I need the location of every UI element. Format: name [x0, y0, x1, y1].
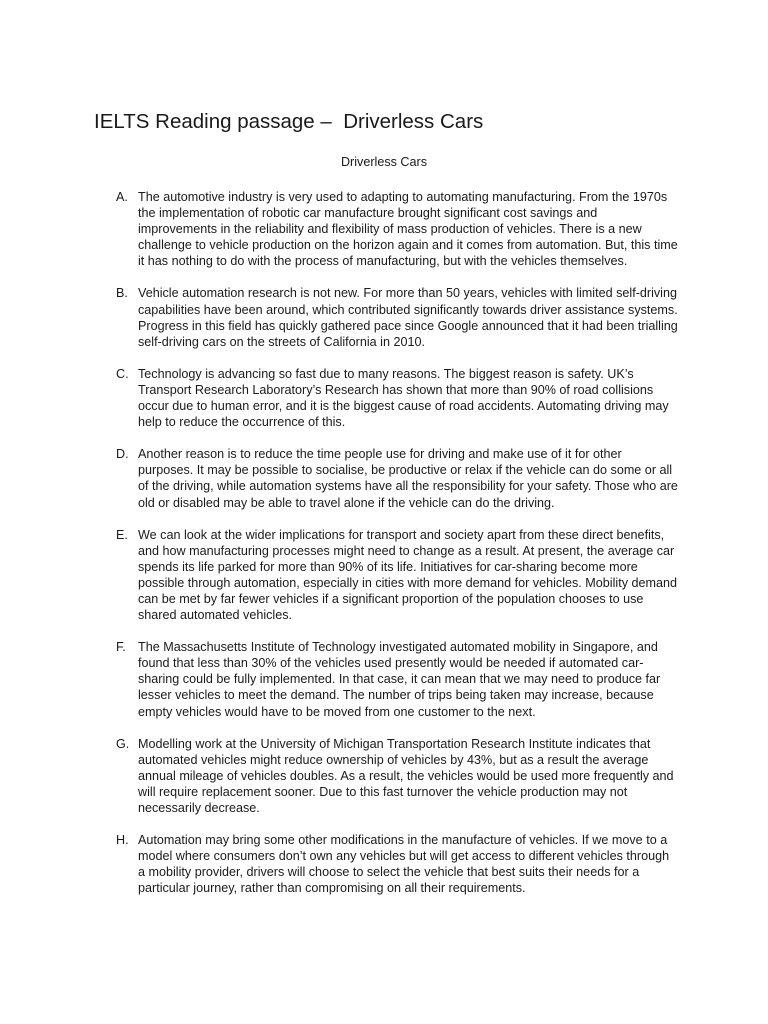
- paragraph-text: We can look at the wider implications for transport and society apart from these direct benefits, and how manufacturing processes might need to change as a result. At present, the average car spends its life parked for more than 90% of its life. Initiatives for car-sharing become more possible through automation, especially in cities with more demand for vehicles. Mobility demand can be met by far fewer vehicles if a significant proportion of the population chooses to use shared automated vehicles.: [138, 527, 678, 623]
- paragraph-text: Automation may bring some other modifications in the manufacture of vehicles. If we move to a model where consumers don’t own any vehicles but will get access to different vehicles through a mobility provider, drivers will choose to select the vehicle that best suits their needs for a particular journey, rather than compromising on all their requirements.: [138, 833, 670, 896]
- paragraph-list: [116, 189, 678, 912]
- passage-heading-text: Driverless Cars: [340, 155, 428, 169]
- paragraph-a: [116, 189, 678, 269]
- paragraph-letter: H.: [116, 833, 129, 848]
- passage-heading: [0, 153, 768, 171]
- paragraph-letter: F.: [116, 640, 126, 655]
- paragraph-text: Vehicle automation research is not new. For more than 50 years, vehicles with limited self-driving capabilities have been around, which contributed significantly towards driver assistance systems. Progress in this field has quickly gathered pace since Google announced that it had been trialling self-driving cars on the streets of California in 2010.: [138, 286, 678, 349]
- paragraph-c: [116, 366, 678, 430]
- paragraph-h: [116, 832, 678, 896]
- paragraph-text: Technology is advancing so fast due to many reasons. The biggest reason is safety. UK’s Transport Research Laboratory’s Research has shown that more than 90% of road collisions occur due to human error, and it is the biggest cause of road accidents. Automating driving may help to reduce the occurrence of this.: [138, 366, 669, 430]
- paragraph-text: The automotive industry is very used to adapting to automating manufacturing. From the 1970s the implementation of robotic car manufacture brought significant cost savings and improvements in the reliability and flexibility of mass production of vehicles. There is a new challenge to vehicle production on the horizon again and it comes from automation. But, this time it has nothing to do with the process of manufacturing, but with the vehicles themselves.: [138, 190, 678, 269]
- paragraph-g: [116, 736, 678, 816]
- paragraph-f: [116, 639, 678, 719]
- paragraph-text: The Massachusetts Institute of Technology investigated automated mobility in Singapore, and found that less than 30% of the vehicles used presently would be needed if automated car-sharing could be fully implemented. In that case, it can mean that we may need to produce far lesser vehicles to meet the demand. The number of trips being taken may increase, because empty vehicles would have to be moved from one customer to the next.: [138, 640, 661, 719]
- paragraph-letter: D.: [116, 447, 129, 462]
- paragraph-letter: E.: [116, 527, 128, 542]
- paragraph-letter: G.: [116, 736, 130, 751]
- paragraph-b: [116, 285, 678, 349]
- paragraph-d: [116, 446, 678, 510]
- paragraph-letter: A.: [116, 190, 128, 204]
- paragraph-text: Another reason is to reduce the time people use for driving and make use of it for other purposes. It may be possible to socialise, be productive or relax if the vehicle can do some or all of the driving, while automation systems have all the responsibility for your safety. Those who are old or disabled may be able to travel alone if the vehicle can do the driving.: [138, 447, 678, 510]
- paragraph-text: Modelling work at the University of Michigan Transportation Research Institute indicates that automated vehicles might reduce ownership of vehicles by 43%, but as a result the average annual mileage of vehicles doubles. As a result, the vehicles would be used more frequently and will require replacement sooner. Due to this fast turnover the vehicle production may not necessarily decrease.: [138, 736, 674, 815]
- document-title: IELTS Reading passage – Driverless Cars: [94, 110, 484, 133]
- paragraph-letter: C.: [116, 366, 129, 381]
- paragraph-letter: B.: [116, 286, 128, 301]
- paragraph-e: [116, 527, 678, 624]
